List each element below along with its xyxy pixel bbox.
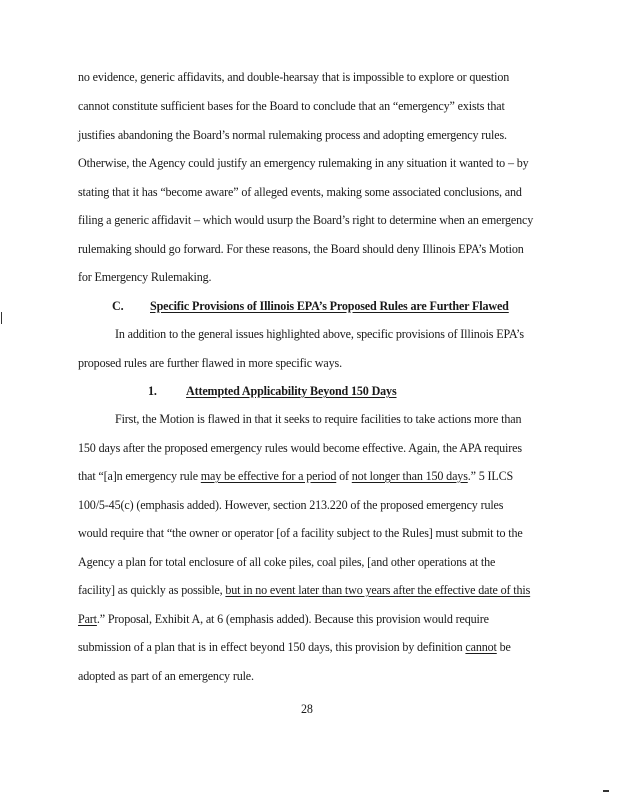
paragraph-1-line-1: no evidence, generic affidavits, and double-hearsay that is impossible to explore or question bbox=[78, 70, 510, 84]
submission-text: submission of a plan that is in effect beyond 150 days, this provision by definition bbox=[78, 640, 466, 654]
paragraph-1-line-6: filing a generic affidavit – which would usurp the Board’s right to determine when an emergency bbox=[78, 213, 534, 227]
paragraph-3-line-7 bbox=[78, 583, 530, 597]
paragraph-1-line-3: justifies abandoning the Board’s normal rulemaking process and adopting emergency rules. bbox=[78, 128, 507, 142]
paragraph-3-line-4: 100/5-45(c) (emphasis added). However, section 213.220 of the proposed emergency rules bbox=[78, 498, 504, 512]
paragraph-3-line-10: adopted as part of an emergency rule. bbox=[78, 669, 254, 683]
paragraph-1-line-7: rulemaking should go forward. For these reasons, the Board should deny Illinois EPA’s Motion bbox=[78, 242, 524, 256]
quote-lead: that “[a]n emergency rule bbox=[78, 469, 201, 483]
paragraph-3-line-2: 150 days after the proposed emergency rules would become effective. Again, the APA requires bbox=[78, 441, 522, 455]
emphasis-part: Part bbox=[78, 612, 97, 626]
page-number: 28 bbox=[301, 702, 313, 716]
submission-tail: be bbox=[496, 640, 511, 654]
emphasis-150-days: not longer than 150 days bbox=[351, 469, 468, 483]
scan-corner-mark bbox=[603, 790, 609, 792]
paragraph-1-line-4: Otherwise, the Agency could justify an emergency rulemaking in any situation it wanted to – by bbox=[78, 156, 529, 170]
paragraph-3-line-9 bbox=[78, 640, 511, 654]
emphasis-two-years: two years after the effective date of this bbox=[342, 583, 531, 597]
paragraph-2-line-2: proposed rules are further flawed in more specific ways. bbox=[78, 356, 342, 370]
paragraph-3-line-6: Agency a plan for total enclosure of all coke piles, coal piles, [and other operations at the bbox=[78, 555, 496, 569]
section-c-number: C. bbox=[112, 299, 124, 313]
emphasis-cannot: cannot bbox=[465, 640, 497, 654]
paragraph-1-line-2: cannot constitute sufficient bases for the Board to conclude that an “emergency” exists that bbox=[78, 99, 505, 113]
citation-lead: .” 5 ILCS bbox=[467, 469, 514, 483]
section-1-heading: Attempted Applicability Beyond 150 Days bbox=[186, 384, 397, 398]
paragraph-3-line-5: would require that “the owner or operator [of a facility subject to the Rules] must submit to the bbox=[78, 526, 523, 540]
facility-text: facility] as quickly as possible, bbox=[78, 583, 226, 597]
emphasis-no-event-later: but in no event later than bbox=[225, 583, 343, 597]
paragraph-1-line-5: stating that it has “become aware” of alleged events, making some associated conclusions, and bbox=[78, 185, 522, 199]
emphasis-effective-period: may be effective for a period bbox=[200, 469, 337, 483]
paragraph-3-line-1: First, the Motion is flawed in that it seeks to require facilities to take actions more than bbox=[115, 412, 522, 426]
proposal-citation: .” Proposal, Exhibit A, at 6 (emphasis added). Because this provision would require bbox=[96, 612, 489, 626]
paragraph-1-line-8: for Emergency Rulemaking. bbox=[78, 270, 212, 284]
quote-connector: of bbox=[336, 469, 352, 483]
paragraph-3-line-8 bbox=[78, 612, 489, 626]
section-c-heading: Specific Provisions of Illinois EPA’s Proposed Rules are Further Flawed bbox=[150, 299, 509, 313]
paragraph-2-line-1: In addition to the general issues highlighted above, specific provisions of Illinois EPA’s bbox=[115, 327, 524, 341]
section-1-number: 1. bbox=[148, 384, 157, 398]
paragraph-3-line-3 bbox=[78, 469, 513, 483]
scan-edge-mark bbox=[1, 312, 2, 324]
